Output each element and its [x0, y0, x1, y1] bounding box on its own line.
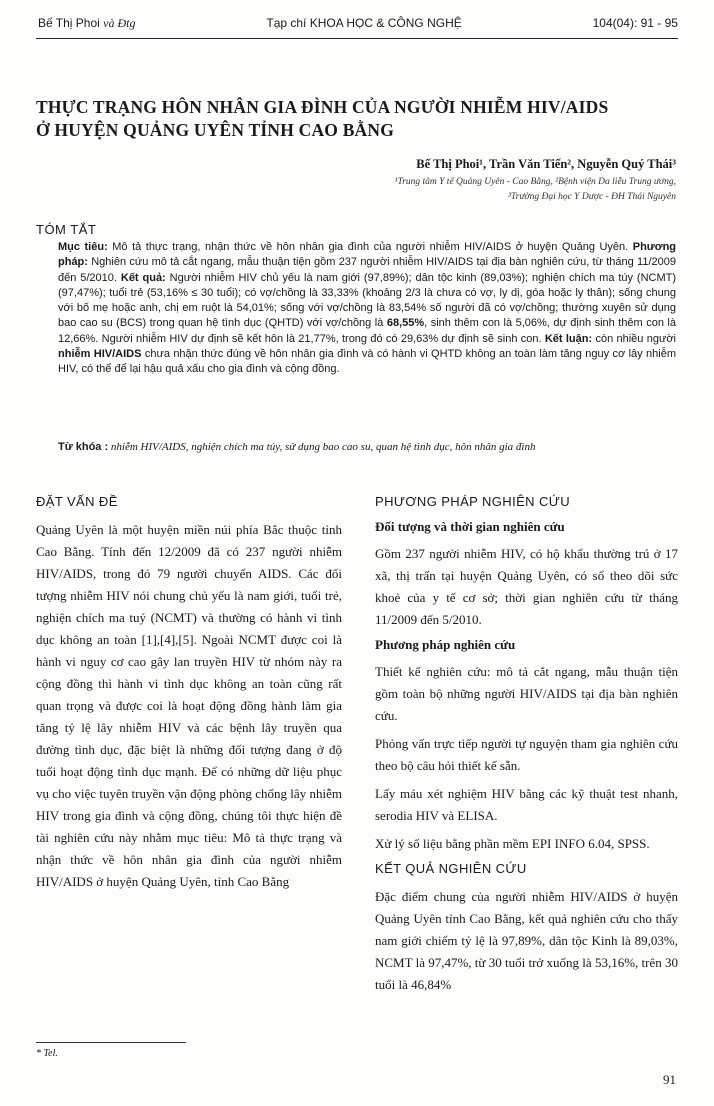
- abstract-body: Mục tiêu: Mô tả thực trạng, nhận thức về hôn nhân gia đình của người nhiễm HIV/AIDS ở huyện Quảng Uyên. Phương pháp: Nghiên cứu mô tả cắt ngang, mẫu thuận tiện gồm 237 người nhiễm HIV/AIDS tại địa bàn nghiên cứu, từ tháng 11/2009 đến 5/2010. Kết quả: Người nhiễm HIV chủ yếu là nam giới (97,89%); dân tộc kinh (89,03%); nghiện chích ma túy (NCMT) (97,47%); tuổi trẻ (53,16% ≤ 30 tuổi); có vợ/chồng là 33,33% (khoảng 2/3 là chưa có vợ, ly dị, góa hoặc ly thân); sống chung với bố mẹ hoặc anh, chị em ruột là 54,01%; sống với vợ/chồng là 83,54% số người đã có vợ/chồng; thường xuyên sử dụng bao cao su (BCS) trong quan hệ tình dục (QHTD) với vợ/chồng là 68,55%, sinh thêm con là 5,06%, dự định sinh thêm con là 12,66%. Người nhiễm HIV dự định sẽ kết hôn là 21,77%, trong đó có 29,63% dự định sẽ sinh con. Kết luận: còn nhiều người nhiễm HIV/AIDS chưa nhận thức đúng về hôn nhân gia đình và có hành vi QHTD không an toàn làm tăng nguy cơ lây nhiễm HIV, có thể để lại hậu quả xấu cho gia đình và cộng đồng.: [58, 241, 677, 376]
- header-authors: Bế Thị Phoi và Đtg: [38, 15, 136, 30]
- author-list: Bế Thị Phoi¹, Trần Văn Tiến², Nguyễn Quý Thái³: [416, 157, 676, 171]
- abstract-heading: TÓM TẮT: [36, 222, 97, 237]
- methods-subheading-design: Phương pháp nghiên cứu: [375, 637, 516, 652]
- right-column: [375, 494, 678, 1002]
- methods-paragraph-design: Thiết kế nghiên cứu: mô tả cắt ngang, mẫu thuận tiện gồm toàn bộ những người HIV/AIDS tại địa bàn nghiên cứu.: [375, 664, 678, 723]
- left-column: [36, 494, 342, 899]
- intro-paragraph: Quảng Uyên là một huyện miền núi phía Bắc thuộc tỉnh Cao Bằng. Tính đến 12/2009 đã có 237 người nhiễm HIV/AIDS, trong đó 79 người chuyển AIDS. Các đối tượng nhiễm HIV nói chung chủ yếu là nam giới, tuổi trẻ, nghiện chích ma tuý (NCMT) và thường có hành vi tình dục không an toàn [1],[4],[5]. Ngoài NCMT được coi là hành vi nguy cơ cao gây lan truyền HIV từ nhóm này ra cộng đồng thì hành vi tình dục không an toàn cũng rất quan trọng và được coi là hoạt động đồng hành làm gia tăng tỷ lệ lây nhiễm HIV và các bệnh lây truyền qua đường tình dục, đặc biệt là những đối tượng đang ở độ tuổi hoạt động tình dục mạnh. Để có những dữ liệu phục vụ cho việc tuyên truyền vận động phòng chống lây nhiễm HIV trong gia đình và cộng đồng, chúng tôi thực hiện đề tài nghiên cứu này nhằm mục tiêu: Mô tả thực trạng và nhận thức về hôn nhân gia đình của người nhiễm HIV/AIDS ở huyện Quảng Uyên, tỉnh Cao Bằng: [36, 522, 342, 889]
- footnote-rule: [36, 1042, 186, 1043]
- running-header: [38, 12, 678, 34]
- page-number: 91: [663, 1072, 676, 1087]
- methods-subheading-subjects: Đối tượng và thời gian nghiên cứu: [375, 519, 565, 534]
- methods-heading: PHƯƠNG PHÁP NGHIÊN CỨU: [375, 494, 571, 509]
- methods-paragraph-testing: Lấy máu xét nghiệm HIV bằng các kỹ thuật test nhanh, serodia HIV và ELISA.: [375, 786, 678, 823]
- header-rule: [36, 38, 678, 39]
- keywords: Từ khóa : nhiễm HIV/AIDS, nghiện chích ma túy, sử dụng bao cao su, quan hệ tình dục, hôn nhân gia đình: [58, 441, 536, 453]
- header-journal: Tạp chí KHOA HỌC & CÔNG NGHỆ: [266, 16, 462, 30]
- affiliation-1: ¹Trung tâm Y tế Quảng Uyên - Cao Bằng, ²Bệnh viện Da liễu Trung ương,: [394, 177, 676, 187]
- methods-paragraph-software: Xử lý số liệu bằng phần mềm EPI INFO 6.04, SPSS.: [375, 836, 650, 851]
- footnote: * Tel.: [36, 1048, 58, 1059]
- methods-paragraph-interview: Phỏng vấn trực tiếp người tự nguyện tham gia nghiên cứu theo bộ câu hỏi thiết kế sẵn.: [375, 736, 678, 773]
- intro-heading: ĐẶT VẤN ĐỀ: [36, 494, 118, 509]
- affiliation-2: ³Trường Đại học Y Dược - ĐH Thái Nguyên: [508, 192, 676, 202]
- header-issue-pages: 104(04): 91 - 95: [592, 16, 678, 30]
- results-paragraph: Đặc điểm chung của người nhiễm HIV/AIDS ở huyện Quảng Uyên tỉnh Cao Bằng, kết quả nghiên cứu cho thấy nam giới chiếm tỷ lệ là 97,89%, dân tộc Kinh là 89,03%, NCMT là 97,47%, từ 30 tuổi trở xuống là 53,16%, trên 30 tuổi là 46,84%: [375, 889, 678, 992]
- results-heading: KẾT QUẢ NGHIÊN CỨU: [375, 861, 527, 876]
- article-title: THỰC TRẠNG HÔN NHÂN GIA ĐÌNH CỦA NGƯỜI NHIỄM HIV/AIDS Ở HUYỆN QUẢNG UYÊN TỈNH CAO BẰNG: [36, 97, 609, 140]
- methods-paragraph-subjects: Gồm 237 người nhiễm HIV, có hộ khẩu thường trú ở 17 xã, thị trấn tại huyện Quảng Uyên, có sổ theo dõi sức khoẻ của y tế cơ sở; thời gian nghiên cứu từ tháng 11/2009 đến 5/2010.: [375, 546, 678, 627]
